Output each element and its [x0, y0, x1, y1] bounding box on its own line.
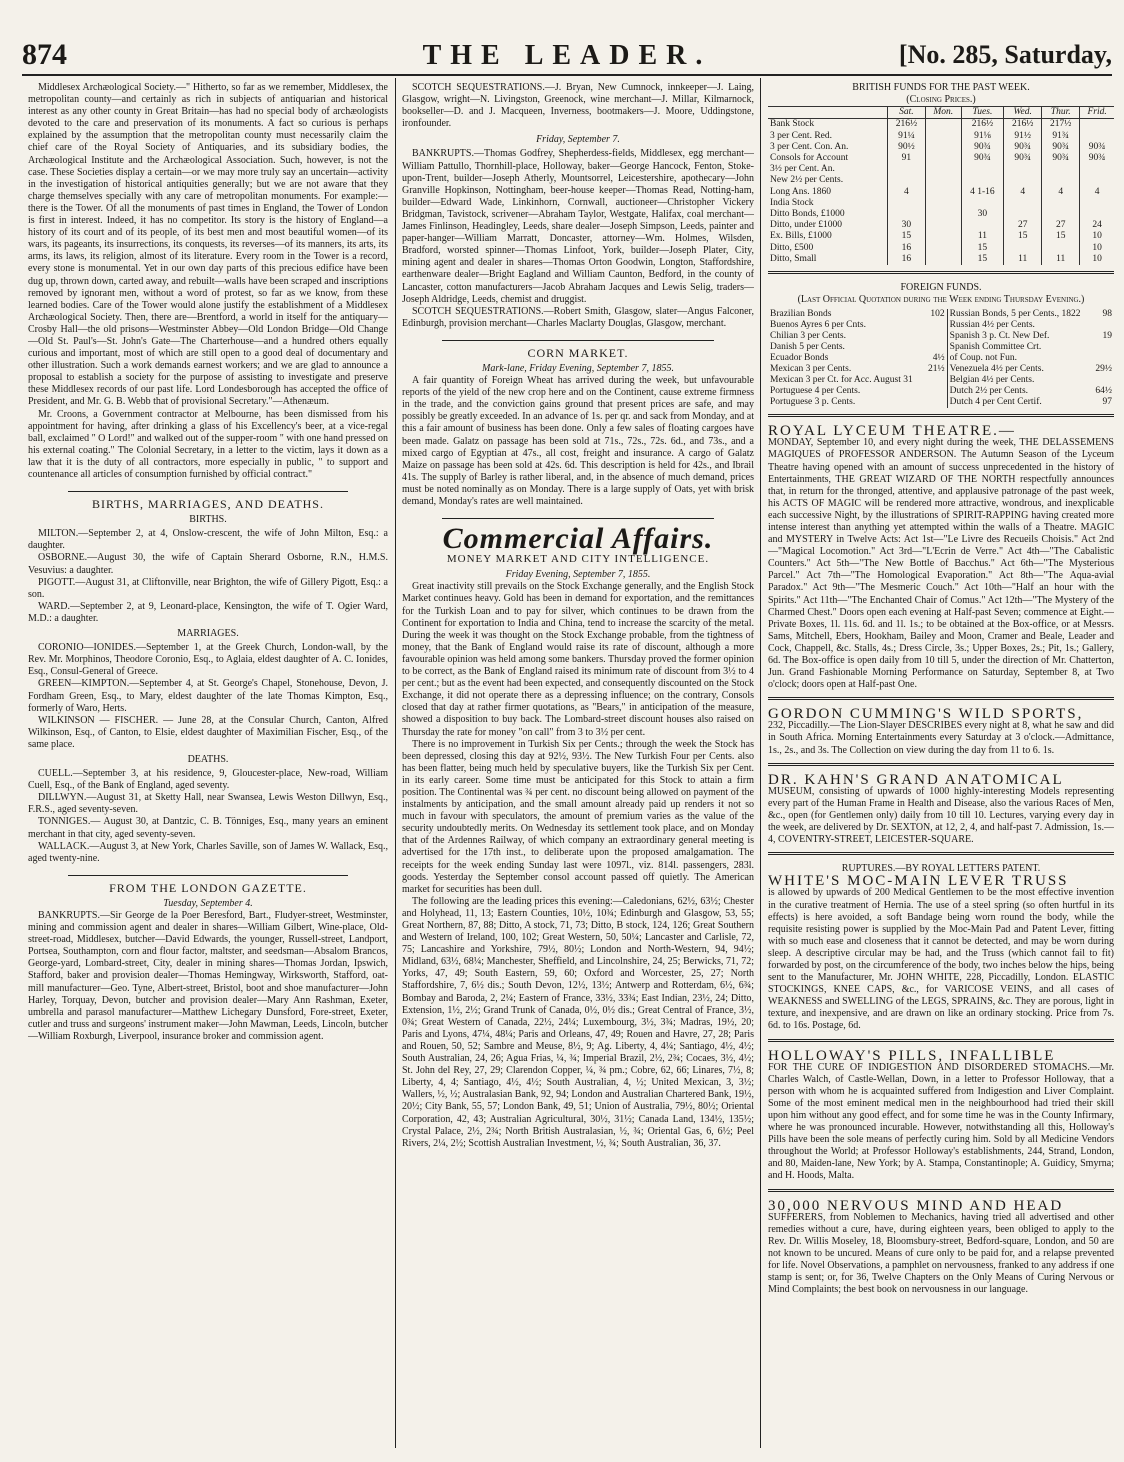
table-cell: 11 — [1042, 254, 1080, 265]
table-cell: 91 — [887, 153, 925, 164]
table-cell: Mexican 3 per Ct. for Acc. August 31 — [770, 375, 913, 386]
table-cell — [921, 320, 948, 331]
table-cell: 91¼ — [887, 131, 925, 142]
british-funds-body — [768, 119, 1114, 265]
table-cell: 4 — [1042, 187, 1080, 198]
bankrupts-list: BANKRUPTS.—Sir George de la Poer Beresford, Bart., Fludyer-street, Westminster, mining and commission agent and dealer in shares—William Gilbert, Wine-place, Old-street-road, Middlesex, butcher—David Edwards, the younger, Russell-street, Landport, Portsea, Southampton, corn and flour factor, maltster, and seedsman—Absalom Brancos, George-yard, Lombard-street, City, dealer in mining shares—Thomas Jordan, Ipswich, Stafford, baker and provision dealer—Thomas Hemingway, Wirksworth, Stafford, oat-mill manufacturer—Geo. Tyne, Albert-street, Bristol, boot and shoe manufacturer—John Harley, Torquay, Devon, butcher and provision dealer—Mary Ann Rashman, Exeter, umbrella and parasol manufacturer—Matthew Lichegary Dunsford, Fore-street, Exeter, cutler and truss and surgeons' instrument maker—John Mawman, Leeds, Lincoln, butcher—William Roxburgh, Liverpool, insurance broker and commission agent. — [28, 910, 388, 1042]
british-funds-heading: BRITISH FUNDS FOR THE PAST WEEK. — [852, 82, 1030, 93]
table-cell: 21½ — [921, 364, 948, 375]
table-cell — [1080, 164, 1114, 175]
table-cell: 15 — [1004, 231, 1042, 242]
table-cell: 30 — [961, 209, 1004, 220]
table-cell — [887, 198, 925, 209]
table-header-cell: Frid. — [1080, 107, 1114, 119]
column-1 — [28, 82, 388, 1454]
table-cell — [961, 220, 1004, 231]
section-divider — [768, 414, 1114, 417]
corn-market-report: A fair quantity of Foreign Wheat has arrived during the week, but unfavourable reports of the yield of the new crop here and on the Continent, cause extreme firmness in the trade, and the conviction gains ground that present prices are safe, and may possibly be greatly exceeded. In an advance of 1s. per qr. and sack from Monday, and at this a fair amount of business has been done. Only a few sales of floating cargoes have been made. Galatz on passage has been sold at 71s., 72s., 72s. 6d., and 73s., and a mixed cargo of Egyptian at 47s., all cost, freight and insurance. A cargo of Galatz Maize on passage has been sold at 42s. 6d. This description is held for 42s., and Ibrail 41s. The supply of Barley is rather liberal, and, in the absence of much demand, prices must be noted nominally as on Monday. There is a large supply of Oats, yet with brisk demand, Monday's rates are well maintained. — [402, 375, 754, 507]
column-3 — [768, 82, 1114, 1454]
kahn-museum-ad-heading: DR. KAHN'S GRAND ANATOMICAL — [768, 771, 1064, 788]
foreign-funds-subheading: (Last Official Quotation during the Week ending Thursday Evening.) — [797, 294, 1085, 306]
column-2 — [402, 82, 754, 1454]
table-row — [768, 209, 1114, 220]
table-cell: 10 — [1092, 253, 1102, 264]
table-cell: Portuguese 3 p. Cents. — [770, 397, 856, 408]
table-cell — [925, 254, 961, 265]
table-row — [768, 187, 1114, 198]
table-cell: Buenos Ayres 6 per Cnts. — [770, 320, 866, 331]
table-cell: 15 — [887, 231, 925, 242]
table-cell: Belgian 4½ per Cents. — [949, 375, 1035, 386]
table-cell — [1088, 342, 1114, 353]
table-cell — [887, 175, 925, 186]
table-cell: 4 — [887, 187, 925, 198]
marriage-entry: CORONIO—IONIDES.—September 1, at the Greek Church, London-wall, by the Rev. Mr. Morphinos, Theodore Coronio, Esq., to Aglaia, eldest daughter of A. C. Ionides, Esq., Consul-General of Greece. — [28, 642, 388, 678]
table-cell: 90¾ — [961, 153, 1004, 164]
marriages-heading: MARRIAGES. — [177, 628, 239, 640]
table-row — [768, 153, 1114, 164]
lyceum-ad-heading: ROYAL LYCEUM THEATRE.— — [768, 423, 1016, 440]
section-divider — [442, 340, 714, 341]
table-row — [768, 309, 1114, 320]
table-header-cell — [768, 107, 887, 119]
table-header-cell: Tues. — [961, 107, 1004, 119]
table-cell: 64½ — [1095, 386, 1112, 397]
money-market-report-2: There is no improvement in Turkish Six per Cents.; through the week the Stock has been depressed, closing this day at 92½, 93½. The New Turkish Four per Cents. also has been flatter, being much held by speculative buyers, like the Turkish Six per Cent. in its early career. Some time must be anticipated for this Stock to attain a firm position. The Continental was ¾ per cent. no discount being allowed on payment of the instalments by anticipation, and the small amount already paid up renders it not so much in favour with speculators, the amount of premium varies as the value of the security undoubtedly merits. On Wednesday its settlement took place, and on Monday that of the Ardennes Railway, of which company an extraordinary general meeting is advertised for the 17th inst., to deliberate upon the proposed amalgamation. The receipts for the week ending Sunday last were 1097l., viz. 814l. passengers, 283l. goods. Yesterday the September consol account passed off quietly. The American market for securities has been dull. — [402, 738, 754, 895]
corn-market-heading: CORN MARKET. — [527, 345, 629, 360]
table-cell: 3 per Cent. Con. An. — [768, 142, 887, 153]
table-cell: 90¾ — [1004, 153, 1042, 164]
table-cell: 217½ — [1042, 119, 1080, 131]
table-cell — [1080, 119, 1114, 131]
table-cell: 90½ — [887, 142, 925, 153]
gordon-cumming-ad: 232, Piccadilly.—The Lion-Slayer DESCRIBES every night at 8, what he saw and did in South Africa. Morning Entertainments every Saturday at 3 o'clock.—Admittance, 1s., 2s., and 3s. The Collection on view during the day from 11 to 6. 1s. — [768, 720, 1114, 756]
table-header-cell: Wed. — [1004, 107, 1042, 119]
table-cell: 30 — [887, 220, 925, 231]
section-divider — [768, 1189, 1114, 1192]
table-row — [768, 353, 1114, 364]
birth-entry: OSBORNE.—August 30, the wife of Captain Sherard Osborne, R.N., H.M.S. Vesuvius: a daughter. — [28, 552, 388, 576]
table-cell: Consols for Account — [768, 153, 887, 164]
table-cell — [921, 386, 948, 397]
table-cell — [921, 397, 948, 408]
table-cell — [1088, 375, 1114, 386]
table-cell: New 2½ per Cents. — [768, 175, 887, 186]
table-row — [768, 375, 1114, 386]
holloway-ad-heading: HOLLOWAY'S PILLS, INFALLIBLE — [768, 1047, 1056, 1064]
commercial-affairs-heading: Commercial Affairs. — [442, 522, 714, 556]
table-cell: Long Ans. 1860 — [768, 187, 887, 198]
section-divider — [768, 1039, 1114, 1042]
table-row — [768, 364, 1114, 375]
table-row — [768, 342, 1114, 353]
table-cell: Chilian 3 per Cents. — [770, 331, 846, 342]
table-cell — [925, 209, 961, 220]
table-row — [768, 254, 1114, 265]
money-market-heading: MONEY MARKET AND CITY INTELLIGENCE. — [446, 553, 710, 566]
table-row — [768, 220, 1114, 231]
table-cell: 98 — [1102, 309, 1112, 320]
table-cell: 90¾ — [1004, 142, 1042, 153]
table-cell: Russian 4½ per Cents. — [949, 320, 1035, 331]
foreign-funds-body — [768, 309, 1114, 408]
table-cell — [1042, 243, 1080, 254]
foreign-funds-table — [768, 309, 1114, 408]
table-cell: Ecuador Bonds — [770, 353, 829, 364]
table-cell: 91⅛ — [961, 131, 1004, 142]
deaths-heading: DEATHS. — [187, 753, 229, 765]
corn-market-date: Mark-lane, Friday Evening, September 7, 1855. — [482, 362, 674, 374]
gazette-date: Tuesday, September 4. — [163, 897, 253, 909]
table-cell — [925, 187, 961, 198]
table-cell: 11 — [961, 231, 1004, 242]
scotch-sequestrations-2: SCOTCH SEQUESTRATIONS.—Robert Smith, Glasgow, slater—Angus Falconer, Edinburgh, provision merchant—Charles Maclarty Douglas, Glasgow, merchant. — [402, 305, 754, 329]
table-cell — [1004, 198, 1042, 209]
table-cell: 90¾ — [961, 142, 1004, 153]
table-cell — [1080, 209, 1114, 220]
table-cell — [1004, 209, 1042, 220]
table-cell: 91½ — [1004, 131, 1042, 142]
table-row — [768, 331, 1114, 342]
table-cell — [925, 164, 961, 175]
table-row — [768, 243, 1114, 254]
table-row — [768, 131, 1114, 142]
table-cell: Danish 5 per Cents. — [770, 342, 845, 353]
table-cell: 216½ — [887, 119, 925, 131]
table-cell: 91¾ — [1042, 131, 1080, 142]
table-cell: 97 — [1102, 397, 1112, 408]
table-cell: 3½ per Cent. An. — [768, 164, 887, 175]
table-cell: 216½ — [1004, 119, 1042, 131]
section-divider — [768, 271, 1114, 274]
british-funds-subheading: (Closing Prices.) — [906, 94, 976, 106]
table-cell: Spanish Committee Crt. — [949, 342, 1042, 353]
holloway-ad: FOR THE CURE OF INDIGESTION AND DISORDERED STOMACHS.—Mr. Charles Walch, of Castle-Wellan, Down, in a letter to Professor Holloway, that a person with whom he is acquainted suffered from Indigestion and Liver Complaint. Some of the most eminent medical men in the neighbourhood had tried their skill upon him without any good effect, and for some time he was in the County Infirmary, where he was pronounced incurable. However, notwithstanding all this, Holloway's Pills have been the sole means of perfectly curing him. Sold by all Medicine Vendors throughout the World; at Professor Holloway's establishments, 244, Strand, London, and 80, Maiden-lane, New York; by A. Stampa, Constantinople; A. Guidicy, Smyrna; and H. Hoods, Malta. — [768, 1061, 1114, 1182]
table-cell: Ditto, under £1000 — [768, 220, 887, 231]
page-number: 874 — [22, 38, 67, 71]
money-market-report: Great inactivity still prevails on the Stock Exchange generally, and the English Stock Market continues heavy. Gold has been in demand for exportation, and the remittances for the Turkish Loan and to pay for silver, which continues to be drawn from the Continent for exportation to India and China, tend to increase the scarcity of the metal. During the week it was thought on the Stock Exchange probable, from the tightness of money, that the Bank of England would raise its rate of discount, although a more favourable opinion was held among some bankers. Thursday proved the former opinion to be correct, as the Bank of England raised its minimum rate of discount from 3½ to 4 per cent.; but as the event had been expected, and consequently discounted on the Stock Exchange, it did not operate there as a depressing influence; on the contrary, Consols closed that day at rather firmer quotations, as "Bears," in anticipation of the measure, showed a disposition to buy back. The Lombard-street discount houses also raised on Thursday the rate for money "on call" from 3 to 3½ per cent. — [402, 581, 754, 738]
table-row — [768, 320, 1114, 331]
birth-entry: WARD.—September 2, at 9, Leonard-place, Kensington, the wife of T. Ogier Ward, M.D.: a daughter. — [28, 600, 388, 624]
table-row — [768, 175, 1114, 186]
table-row — [768, 198, 1114, 209]
table-cell: Spanish 3 p. Ct. New Def. — [949, 331, 1050, 342]
table-cell: Ditto, £500 — [768, 243, 887, 254]
birth-entry: MILTON.—September 2, at 4, Onslow-crescent, the wife of John Milton, Esq.: a daughter. — [28, 528, 388, 552]
table-cell — [921, 342, 948, 353]
table-cell — [1080, 198, 1114, 209]
foreign-funds-heading: FOREIGN FUNDS. — [900, 282, 982, 294]
lyceum-ad: MONDAY, September 10, and every night during the week, THE DELASSEMENS MAGIQUES of PROFESSOR ANDERSON. The Autumn Season of the Lyceum Theatre having opened with an amount of success unprecedented in the history of Entertainments, THE GREAT WIZARD OF THE NORTH respectfully announces that, in return for the thronged, attentive, and applausive patronage of the past week, his ACTS OF MAGIC will be rendered more attractive, wondrous, and inexplicable each successive Night, by the illustrations of SPIRIT-RAPPING having created more intense interest than anything yet attempted within the walls of a Theatre. MAGIC and MYSTERY in Twelve Acts: Act 1st—"Le Livre des Recueils Choisis." Act 2nd—"Magical Locomotion." Act 3rd—"L'Ecrin de Verre." Act 4th—"The Cabalistic Counters." Act 5th—"The New Bottle of Bacchus." Act 6th—"The Mysterious Parcel." Act 7th—"The Homological Evaporation." Act 8th—"The Aqua-avial Paradox." Act 9th—"The Mesmeric Couch." Act 10th—"Half an hour with the Spirits." Act 11th—"The Enchanted Chair of Comus." Act 12th—"The Mystery of the Charmed Chest." Doors open each evening at Half-past Seven; commence at Eight.—Private Boxes, 1l. 11s. 6d. and 1l. 1s.; to be obtained at the Box-office, or at Messrs. Sams, Mitchell, Ebers, Hookham, Bailey and Moon, Cramer and Beale, Leader and Cock, Chappell, &c. Stalls, 4s.; Dress Circle, 3s.; Upper Boxes, 2s.; Pit, 1s.; Gallery, 6d. The Box-office is open daily from 10 till 5, under the direction of Mr. Chatterton, Jun. Grand Fashionable Morning Performance on Saturday, September 8, at Two o'clock; doors open at Half-past One. — [768, 437, 1114, 691]
british-funds-table — [768, 106, 1114, 265]
section-divider — [68, 875, 348, 876]
table-cell: 15 — [1042, 231, 1080, 242]
table-cell — [921, 331, 948, 342]
marriage-entry: GREEN—KIMPTON.—September 4, at St. George's Chapel, Stonehouse, Devon, J. Fordham Green, Esq., to Mary, eldest daughter of the late Thomas Kimpton, Esq., formerly of Waro, Herts. — [28, 678, 388, 714]
nervous-ad: SUFFERERS, from Noblemen to Mechanics, having tried all advertised and other remedies without a cure, have, during eighteen years, been obliged to apply to the Rev. Dr. Willis Moseley, 18, Bloomsbury-street, Bedford-square, London, and 50 are not known to be uncured. Means of cure only to be paid for, and a relapse prevented for life. Novel Observations, a pamphlet on nervousness, franked to any address if one stamp is sent; or, for 36, Twelve Chapters on the Only Means of Curing Nervous or Mind Complaints; the best book on nervousness in our language. — [768, 1211, 1114, 1296]
table-cell: Ditto, Small — [768, 254, 887, 265]
table-cell — [887, 209, 925, 220]
birth-entry: PIGOTT.—August 31, at Cliftonville, near Brighton, the wife of Gillery Pigott, Esq.: a son. — [28, 576, 388, 600]
table-row — [768, 397, 1114, 408]
table-cell: 4 — [1094, 186, 1100, 197]
masthead-rule — [22, 74, 1112, 76]
gordon-cumming-ad-heading: GORDON CUMMING'S WILD SPORTS, — [768, 706, 1084, 723]
table-cell — [1080, 131, 1114, 142]
table-header-row — [768, 107, 1114, 119]
table-cell — [925, 198, 961, 209]
table-cell — [887, 164, 925, 175]
table-cell — [1088, 353, 1114, 364]
table-cell: 90¾ — [1042, 153, 1080, 164]
friday-date: Friday, September 7. — [536, 134, 620, 146]
table-cell: of Coup. not Fun. — [949, 353, 1017, 364]
table-row — [768, 386, 1114, 397]
section-divider — [68, 491, 348, 492]
table-cell — [1042, 164, 1080, 175]
kahn-museum-ad: MUSEUM, consisting of upwards of 1000 highly-interesting Models representing every part of the Human Frame in Health and Disease, also the various Races of Men, &c., open (for Gentlemen only) daily from 10 till 10. Lectures, varying every day in the week, are delivered by Dr. SEXTON, at 12, 2, 4, and half-past 7. Admission, 1s.—4, COVENTRY-STREET, LEICESTER-SQUARE. — [768, 785, 1114, 846]
table-cell — [961, 164, 1004, 175]
table-cell: 10 — [1092, 231, 1102, 242]
newspaper-title: THE LEADER. — [422, 40, 712, 71]
table-cell: 29½ — [1095, 364, 1112, 375]
table-header-cell: Thur. — [1042, 107, 1080, 119]
table-cell — [925, 119, 961, 131]
table-cell: 4½ — [921, 353, 948, 364]
table-cell: Venezuela 4½ per Cents. — [949, 364, 1044, 375]
section-divider — [768, 697, 1114, 700]
table-cell — [921, 375, 948, 386]
table-cell: 11 — [1004, 254, 1042, 265]
table-cell: 90¾ — [1088, 141, 1106, 152]
table-cell — [925, 175, 961, 186]
table-cell — [925, 142, 961, 153]
table-cell: 4 — [1004, 187, 1042, 198]
table-cell: 27 — [1042, 220, 1080, 231]
table-cell: Portuguese 4 per Cents. — [770, 386, 861, 397]
gazette-heading: FROM THE LONDON GAZETTE. — [109, 880, 307, 895]
table-cell: 3 per Cent. Red. — [768, 131, 887, 142]
nervous-ad-heading: 30,000 NERVOUS MIND AND HEAD — [768, 1197, 1064, 1214]
table-cell: 15 — [961, 243, 1004, 254]
table-cell: 10 — [1092, 242, 1102, 253]
table-cell: 4 1-16 — [961, 187, 1004, 198]
table-cell — [1004, 164, 1042, 175]
scotch-sequestrations: SCOTCH SEQUESTRATIONS.—J. Bryan, New Cumnock, innkeeper—J. Laing, Glasgow, wright—N. Livingston, Greenock, wine merchant—J. Millar, Kilmarnock, bookseller—D. and J. Macqueen, Inverness, bootmakers—J. Moore, Uddingstone, ironfounder. — [402, 82, 754, 130]
column-rule-2 — [760, 78, 761, 1448]
births-heading: BIRTHS. — [189, 514, 227, 526]
section-divider — [768, 852, 1114, 855]
table-cell: 19 — [1102, 331, 1112, 342]
table-cell: Dutch 4 per Cent Certif. — [949, 397, 1042, 408]
table-cell — [1004, 243, 1042, 254]
marriage-entry: WILKINSON — FISCHER. — June 28, at the Consular Church, Canton, Alfred Wilkinson, Esq., of Canton, to Elsie, eldest daughter of Maximilian Fischer, Esq., of the same place. — [28, 714, 388, 750]
section-divider — [442, 518, 714, 519]
table-row — [768, 119, 1114, 131]
death-entry: CUELL.—September 3, at his residence, 9, Gloucester-place, New-road, William Cuell, Esq., of the Bank of England, aged seventy. — [28, 768, 388, 792]
table-cell: Ex. Bills, £1000 — [768, 231, 887, 242]
bmd-heading: BIRTHS, MARRIAGES, AND DEATHS. — [92, 497, 324, 512]
table-cell: 24 — [1092, 220, 1102, 231]
truss-ad: is allowed by upwards of 200 Medical Gentlemen to be the most effective invention in the curative treatment of Hernia. The use of a steel spring (so often hurtful in its effects) is here avoided, a soft Bandage being worn round the body, while the requisite resisting power is supplied by the Moc-Main Pad and Patent Lever, fitting with so much ease and closeness that it cannot be detected, and may be worn during sleep. A descriptive circular may be had, and the Truss (which cannot fail to fit) forwarded by post, on the circumference of the body, two inches below the hips, being sent to the Manufacturer, Mr. JOHN WHITE, 228, Piccadilly, London. ELASTIC STOCKINGS, KNEE CAPS, &c., for VARICOSE VEINS, and all cases of WEAKNESS and SWELLING of the LEGS, SPRAINS, &c. They are porous, light in texture, and inexpensive, and are drawn on like an ordinary stocking. Price from 7s. 6d. to 16s. Postage, 6d. — [768, 887, 1114, 1032]
table-cell: Bank Stock — [768, 119, 887, 131]
table-row — [768, 142, 1114, 153]
table-cell — [1042, 209, 1080, 220]
table-cell: 102 — [921, 309, 948, 320]
archaeological-society-article: Middlesex Archæological Society.—" Hitherto, so far as we remember, Middlesex, the metropolitan county—and certainly as rich in subjects of antiquarian and historical interest as any other county in Great Britain—has had no special body of archæologists devoted to the care and preservation of its monuments. A fact so curious is perhaps explained by the assumption that the metropolitan county must necessarily claim the chief care of the Royal Society of Antiquaries, and its subsidiary bodies, the Archæological Institute and the Archæological Association. Such, however, is not the case. These Societies display a certain—or we may more truly say an uncertain—activity in the investigation of historical antiquities generally; but we are not aware that they charge themselves specially with any care of metropolitan monuments. For example:—there is the Tower. Of all the monuments of past times in England, the Tower of London is first in interest. Indeed, it has no competitor. Its story is the history of England—a history of its court and of its people, of its best men and most beautiful women—of its wars, its pageants, its insurrections, its conquests, its reverses—of its manners, its arts, its arms, its laws, its religion, almost of its literature. Every room in the Tower is a record, every stone is monumental. Yet in our own day parts of this precious edifice have been dug up, thrown down, carted away, and rebuilt—walls have been scraped and inscriptions removed by ignorant men, without a word of protest, so far as we know, from these learned bodies. Care of the Tower would alone justify the establishment of a Middlesex Archæological Society. Then, there are—Brentford, a world in itself for the antiquary—Crosby Hall—the old prisons—Westminster Abbey—Old London Bridge—Old Change—Old St. Paul's—St. John's Gate—The Charterhouse—and a hundred others equally curious and important, most of which are still open to a good deal of documentary and other illustration. Such a work demands earnest workers; and we are glad to announce a proposal to establish a society for the purpose of assisting to investigate and preserve these Middlesex records of our past life. Lord Londesborough has accepted the office of President, and Mr. G. B. Webb that of provisional Secretary."—Athenæum. — [28, 82, 388, 408]
table-cell: Russian Bonds, 5 per Cents., 1822 — [949, 309, 1081, 320]
table-cell — [925, 153, 961, 164]
table-cell: 90¾ — [1042, 142, 1080, 153]
ruptures-heading: RUPTURES.—BY ROYAL LETTERS PATENT. — [841, 863, 1041, 875]
table-cell — [1080, 175, 1114, 186]
croons-article: Mr. Croons, a Government contractor at Melbourne, has been dismissed from his appointment for having, after drinking a glass of his Excellency's beer, at a vice-regal ball, exclaimed " O Lord!" and walked out of the supper-room " with one hand pressed on his external coating." The Colonial Secretary, in a letter to the victim, lays it down as a law that it is the duty of all contractors, more especially in public, " to support and countenance all articles of consumption furnished by official contract." — [28, 408, 388, 480]
table-header-cell: Mon. — [925, 107, 961, 119]
table-cell: 16 — [887, 254, 925, 265]
table-cell — [925, 131, 961, 142]
table-header-cell: Sat. — [887, 107, 925, 119]
table-cell — [1088, 320, 1114, 331]
table-cell — [961, 198, 1004, 209]
death-entry: TONNIGES.— August 30, at Dantzic, C. B. Tönniges, Esq., many years an eminent merchant in that city, aged seventy-seven. — [28, 816, 388, 840]
column-rule-1 — [395, 78, 396, 1448]
section-divider — [768, 763, 1114, 766]
table-row — [768, 231, 1114, 242]
table-cell — [1004, 175, 1042, 186]
bankrupts-list-2: BANKRUPTS.—Thomas Godfrey, Shepherdess-fields, Middlesex, egg merchant—William Pattullo, Thornhill-place, Holloway, baker—George Hancock, Fenton, Stoke-upon-Trent, builder—Joseph Atherly, Mountsorrel, Leicestershire, apothecary—John Granville Hopkinson, Nottingham, beer-house keeper—Thomas Read, Notting-ham, builder—Edward Wade, Linkinhorn, Cornwall, auctioneer—Christopher Vickery Bridgman, Tavistock, scrivener—Abraham Taylor, Westgate, Halifax, coal merchant—James Finlinson, Headingley, Leeds, share dealer—Joseph Simpson, Leeds, painter and paper-hanger—William Marratt, Doncaster, attorney—Wm. Holmes, Wilsden, Bradford, worsted spinner—Thomas Linfoot, York, builder—Joseph Plater, City, mining agent and dealer in shares—Thomas Orton Goodwin, Longton, Staffordshire, earthenware dealer—Bright Eagland and William Caunton, Bedford, in the county of Lancaster, cotton manufacturers—Jacob Abraham Jacques and Lewis Selig, traders—Joseph Aldridge, Leeds, chemist and druggist. — [402, 148, 754, 305]
table-cell: 27 — [1004, 220, 1042, 231]
truss-ad-heading: WHITE'S MOC-MAIN LEVER TRUSS — [768, 873, 1069, 890]
table-cell — [925, 243, 961, 254]
table-cell: 90¾ — [1088, 153, 1106, 163]
table-cell — [925, 220, 961, 231]
table-cell — [1042, 175, 1080, 186]
table-cell: India Stock — [768, 198, 887, 209]
table-row — [768, 164, 1114, 175]
leading-prices: The following are the leading prices this evening:—Caledonians, 62½, 63½; Chester and Holyhead, 11, 13; Eastern Counties, 10½, 10¾; Edinburgh and Glasgow, 53, 55; Great Northern, 87, 88; Ditto, A stock, 71, 73; Ditto, B stock, 124, 126; Great Southern and Western of Ireland, 100, 102; Great Western, 50, 50¼; Lancaster and Carlisle, 72, 75; Lancashire and Yorkshire, 79½, 80½; London and North-Western, 94, 94½; Midland, 63½, 68¼; Manchester, Sheffield, and Lincolnshire, 24, 25; Berwicks, 71, 72; Yorks, 47, 49; South Eastern, 59, 60; Oxford and Worcester, 25, 27; North Staffordshire, 7, 6½ dis.; South Devon, 12½, 13½; Antwerp and Rotterdam, 6½, 6¾; Bombay and Baroda, 2, 2¼; Eastern of France, 33½, 33¾; East Indian, 23½, 24; Ditto, Extension, 1½, 2½; Grand Trunk of Canada, 0½, 0½ dis.; Great Central of France, 3½, 0¾; Great Western of Canada, 22½, 24¼; Luxembourg, 3½, 3¾; Madras, 19½, 20; Paris and Lyons, 47¼, 48¼; Paris and Orleans, 47, 49; Rouen and Havre, 27, 28; Paris and Rouen, 50, 52; Sambre and Meuse, 8½, 9; Ag. Liberty, 4, 4¼; Santiago, 4½, 4½; South Australian, 24, 26; Agua Frias, ¼, ¾; Imperial Brazil, 2½, 2¾; Cocaes, 3½, 4½; St. John del Rey, 27, 29; Clarendon Copper, ¼, ¾ pm.; Cobre, 62, 66; Linares, 7½, 8; Liberty, 4, 4; Santiago, 4½, 4½; South Australian, 4, ½; United Mexican, 3, 3½; Wallers, ½, ½; Australasian Bank, 92, 94; London and Australian Chartered Bank, 19½, 20½; City Bank, 55, 57; London Bank, 49, 51; Union of Australia, 79½, 80½; Oriental Corporation, 42, 43; Australian Agricultural, 30½, 31½; Canada Land, 134½, 135½; Crystal Palace, 2½, 2¾; North British Australasian, ½, ¾; Oriental Gas, 6, 6½; Peel Rivers, 2¼, 2½; Scottish Australian Investment, ½, ¾; South Australian, 36, 37. — [402, 895, 754, 1149]
table-cell: Mexican 3 per Cents. — [770, 364, 852, 375]
table-cell: 216½ — [961, 119, 1004, 131]
table-cell — [925, 231, 961, 242]
table-cell — [961, 175, 1004, 186]
table-cell: Brazilian Bonds — [770, 309, 832, 320]
table-cell — [1042, 198, 1080, 209]
masthead — [22, 38, 1112, 72]
table-cell: Dutch 2½ per Cents. — [949, 386, 1029, 397]
table-cell: 16 — [887, 243, 925, 254]
death-entry: DILLWYN.—August 31, at Sketty Hall, near Swansea, Lewis Weston Dillwyn, Esq., F.R.S., aged seventy-seven. — [28, 792, 388, 816]
issue-label: [No. 285, Saturday, — [898, 40, 1112, 69]
money-market-date: Friday Evening, September 7, 1855. — [505, 569, 651, 581]
table-cell: 15 — [961, 254, 1004, 265]
death-entry: WALLACK.—August 3, at New York, Charles Saville, son of James W. Wallack, Esq., aged twenty-nine. — [28, 840, 388, 864]
table-cell: Ditto Bonds, £1000 — [768, 209, 887, 220]
